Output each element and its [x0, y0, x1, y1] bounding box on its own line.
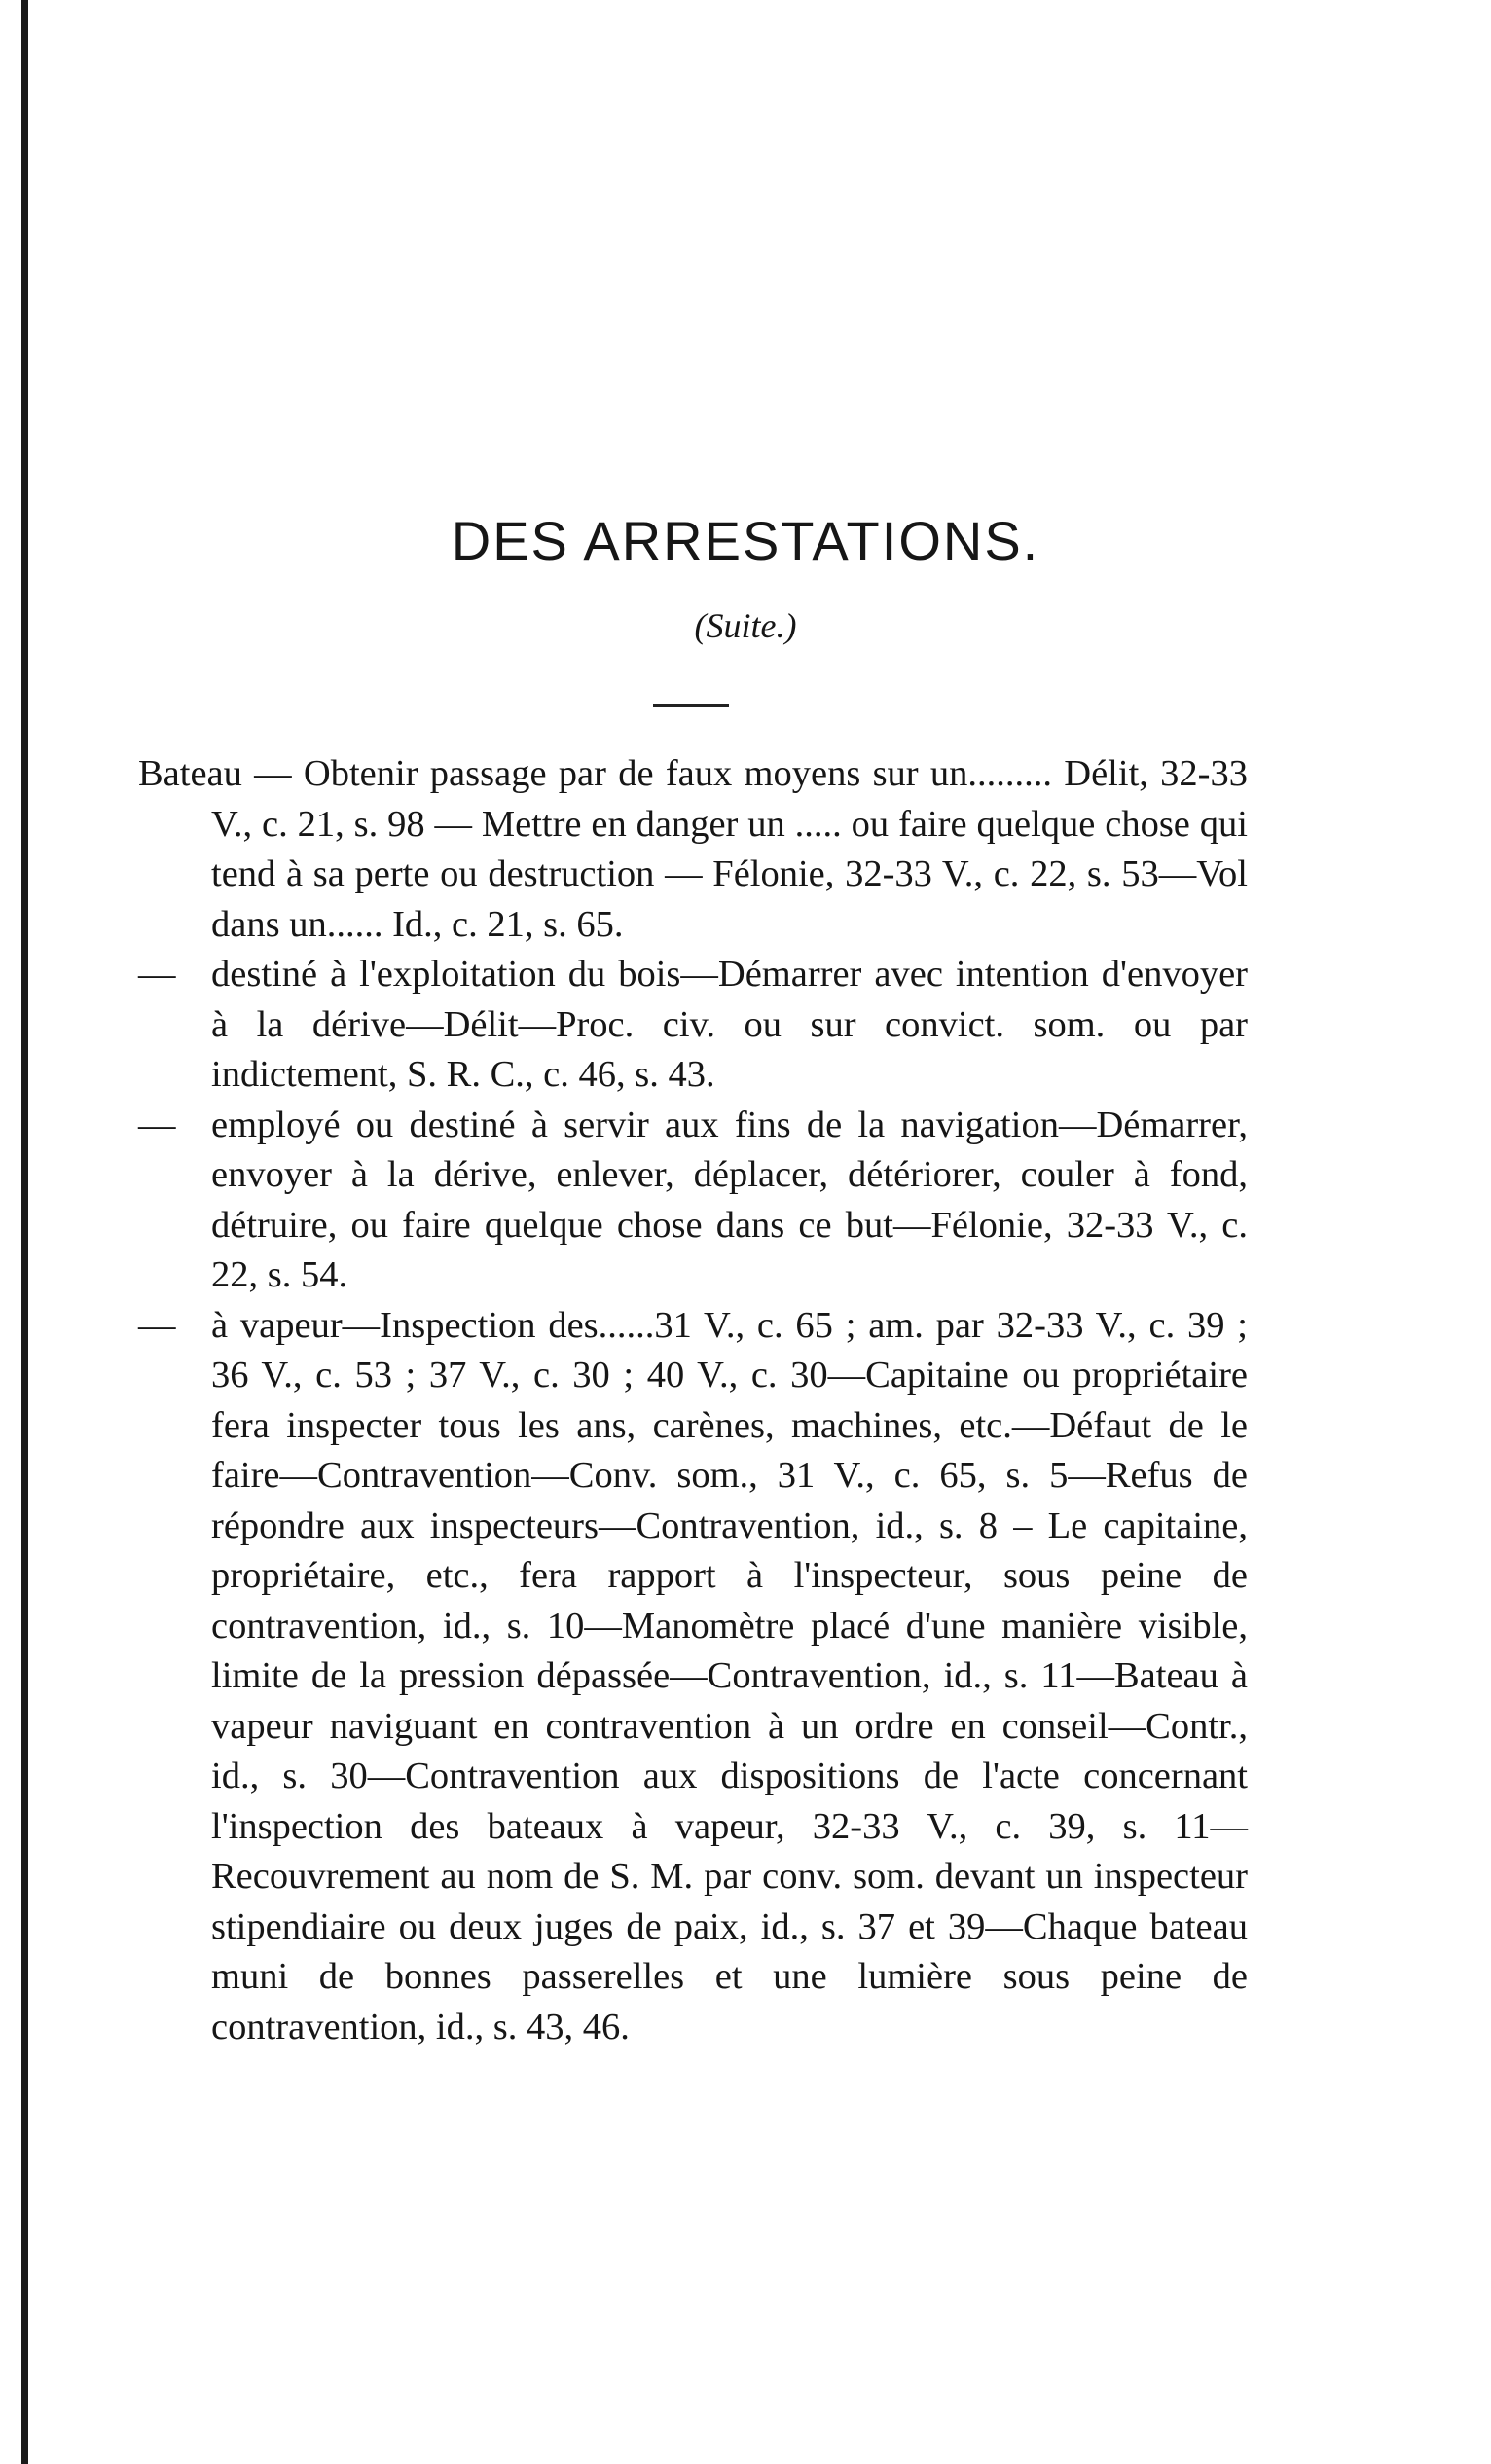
- entry-text: destiné à l'exploitation du bois—Démarrer avec intention d'envoyer à la dérive—Délit—Proc. civ. ou sur convict. som. ou par indictement, S. R. C., c. 46, s. 43.: [211, 954, 1248, 1095]
- entry-text: employé ou destiné à servir aux fins de la navigation—Démarrer, envoyer à la dérive, enlever, déplacer, détériorer, couler à fond, détruire, ou faire quelque chose dans ce but—Félonie, 32-33 V., c. 22, s. 54.: [211, 1104, 1248, 1295]
- entry-text: à vapeur—Inspection des......31 V., c. 65 ; am. par 32-33 V., c. 39 ; 36 V., c. 53 ; 37 V., c. 30 ; 40 V., c. 30—Capitaine ou propriétaire fera inspecter tous les ans, carènes, machines, etc.—Défaut de le faire—Contravention—Conv. som., 31 V., c. 65, s. 5—Refus de répondre aux inspecteurs—Contravention, id., s. 8 – Le capitaine, propriétaire, etc., fera rapport à l'inspecteur, sous peine de contravention, id., s. 10—Manomètre placé d'une manière visible, limite de la pression dépassée—Contravention, id., s. 11—Bateau à vapeur naviguant en contravention à un ordre en conseil—Contr., id., s. 30—Contravention aux dispositions de l'acte concernant l'inspection des bateaux à vapeur, 32-33 V., c. 39, s. 11—Recouvrement au nom de S. M. par conv. som. devant un inspecteur stipendiaire ou deux juges de paix, id., s. 37 et 39—Chaque bateau muni de bonnes passerelles et une lumière sous peine de contravention, id., s. 43, 46.: [211, 1304, 1248, 2047]
- entry-dash: —: [138, 1304, 176, 1346]
- index-entry-vapeur: [138, 1301, 1248, 2053]
- index-entry-bois: [138, 950, 1248, 1101]
- entry-dash: —: [138, 954, 176, 995]
- page-title: DES ARRESTATIONS.: [451, 510, 1040, 571]
- page-subtitle: (Suite.): [694, 606, 797, 645]
- title-divider: [653, 704, 729, 707]
- entry-headword: Bateau: [138, 753, 242, 794]
- index-entry-bateau: [138, 749, 1248, 950]
- index-entry-navigation: [138, 1101, 1248, 1301]
- entry-dash: —: [138, 1104, 176, 1145]
- page-edge-rule: [21, 0, 28, 2464]
- index-entries: [138, 749, 1248, 2052]
- entry-text: — Obtenir passage par de faux moyens sur un......... Délit, 32-33 V., c. 21, s. 98 — Mettre en danger un ..... ou faire quelque chose qui tend à sa perte ou destruction — Félonie, 32-33 V., c. 22, s. 53—Vol dans un...... Id., c. 21, s. 65.: [211, 753, 1248, 945]
